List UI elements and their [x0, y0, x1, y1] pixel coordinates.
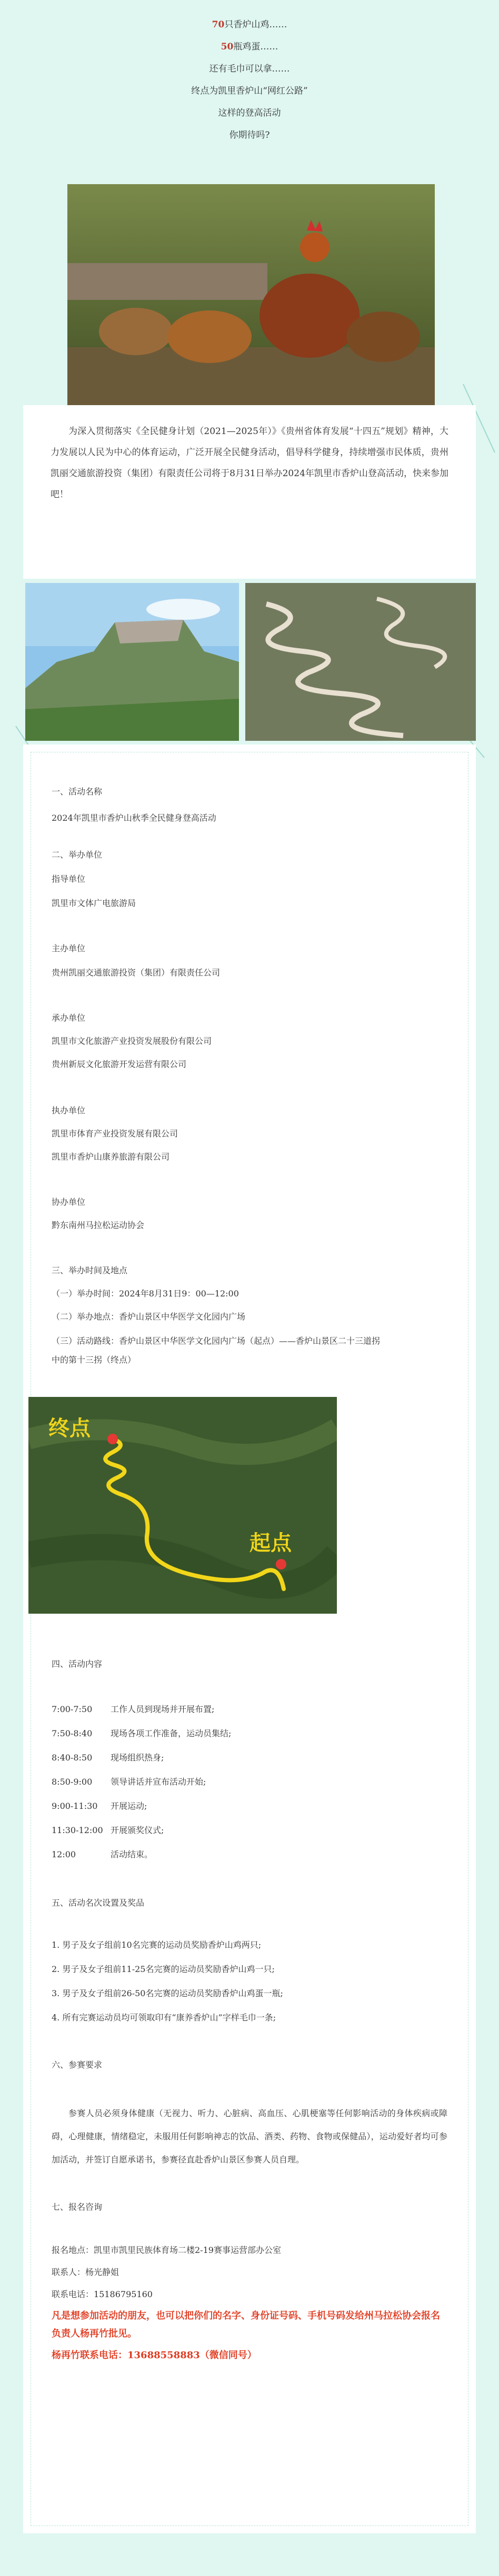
section-title: 四、活动内容: [52, 1659, 103, 1669]
signup-notice: 凡是想参加活动的朋友，也可以把你们的名字、身份证号码、手机号码发给州马拉松协会报名负责人杨再竹批见。: [52, 2310, 440, 2339]
schedule-row: 11:30-12:00 开展颁奖仪式;: [52, 1825, 164, 1835]
contact-person: 联系人：杨光静姐: [52, 2267, 119, 2277]
section-title: 五、活动名次设置及奖品: [52, 1898, 145, 1908]
event-time: （一）举办时间：2024年8月31日9：00—12:00: [52, 1289, 239, 1299]
event-place: （二）举办地点：香炉山景区中华医学文化园内广场: [52, 1312, 246, 1322]
route-map: [28, 1397, 337, 1614]
section-title: 一、活动名称: [52, 787, 103, 797]
intro-block: [0, 0, 499, 179]
intro-paragraph: 为深入贯彻落实《全民健身计划（2021—2025年）》《贵州省体育发展“十四五”规划》精神，大力发展以人民为中心的体育运动，广泛开展全民健身活动，倡导科学健身，持续增强市民体质，贵州凯丽交通旅游投资（集团）有限责任公司将于8月31日举办2024年凯里市香炉山登高活动，快来参加吧！: [51, 426, 448, 500]
undertake-value: 贵州新辰文化旅游开发运营有限公司: [52, 1059, 187, 1069]
section-title: 七、报名咨询: [52, 2202, 103, 2212]
intro-line: 终点为凯里香炉山“网红公路”: [191, 86, 308, 96]
host-value: 贵州凯丽交通旅游投资（集团）有限责任公司: [52, 968, 221, 978]
intro-paragraph-panel: [23, 405, 476, 579]
intro-line: 50瓶鸡蛋……: [221, 42, 278, 52]
schedule-row: 8:40-8:50 现场组织热身;: [52, 1753, 164, 1763]
intro-line: 70只香炉山鸡……: [212, 19, 287, 30]
event-route: 中的第十三拐（终点）: [52, 1355, 136, 1365]
award-item: 3. 男子及女子组前26-50名完赛的运动员奖励香炉山鸡蛋一瓶;: [52, 1988, 283, 1998]
section-title: 二、举办单位: [52, 850, 103, 860]
hotline: 杨再竹联系电话：13688558883（微信同号）: [52, 2350, 257, 2361]
section-title: 三、举办时间及地点: [52, 1265, 128, 1275]
assist-label: 协办单位: [52, 1197, 86, 1207]
schedule-row: 8:50-9:00 领导讲话并宣布活动开始;: [52, 1777, 206, 1787]
map-start-label: 起点: [249, 1531, 292, 1555]
schedule-row: 9:00-11:30 开展运动;: [52, 1801, 147, 1811]
host-label: 主办单位: [52, 943, 86, 953]
exec-label: 执办单位: [52, 1105, 86, 1115]
section-title: 六、参赛要求: [52, 2060, 103, 2070]
contact-phone: 联系电话：15186795160: [52, 2289, 153, 2299]
assist-value: 黔东南州马拉松运动协会: [52, 1220, 145, 1230]
undertake-label: 承办单位: [52, 1013, 86, 1023]
guide-label: 指导单位: [52, 874, 86, 884]
map-end-label: 终点: [48, 1416, 91, 1441]
award-item: 1. 男子及女子组前10名完赛的运动员奖励香炉山鸡两只;: [52, 1940, 262, 1950]
guide-value: 凯里市文体广电旅游局: [52, 898, 136, 908]
exec-value: 凯里市体育产业投资发展有限公司: [52, 1129, 178, 1139]
exec-value: 凯里市香炉山康养旅游有限公司: [52, 1152, 170, 1162]
event-name: 2024年凯里市香炉山秋季全民健身登高活动: [52, 813, 216, 823]
award-item: 2. 男子及女子组前11-25名完赛的运动员奖励香炉山鸡一只;: [52, 1964, 275, 1974]
mountain-photo: [25, 583, 239, 741]
event-route: （三）活动路线：香炉山景区中华医学文化园内广场（起点）——香炉山景区二十三道拐: [52, 1336, 381, 1346]
undertake-value: 凯里市文化旅游产业投资发展股份有限公司: [52, 1036, 212, 1046]
schedule-row: 7:00-7:50 工作人员到现场并开展布置;: [52, 1704, 215, 1714]
chicken-photo: [67, 184, 435, 421]
award-item: 4. 所有完赛运动员均可领取印有“康养香炉山”字样毛巾一条;: [52, 2012, 276, 2022]
schedule-row: 12:00 活动结束。: [52, 1849, 153, 1859]
intro-line: 还有毛巾可以拿……: [209, 64, 290, 74]
schedule-row: 7:50-8:40 现场各项工作准备，运动员集结;: [52, 1728, 232, 1738]
intro-line: 这样的登高活动: [218, 108, 281, 118]
event-details-panel: [23, 744, 476, 2533]
signup-address: 报名地点：凯里市凯里民族体育场二楼2-19赛事运营部办公室: [52, 2245, 281, 2255]
intro-line: 你期待吗?: [229, 130, 270, 140]
requirement-text: 参赛人员必须身体健康（无视力、听力、心脏病、高血压、心肌梗塞等任何影响活动的身体疾病或障碍，心理健康，情绪稳定，未服用任何影响神志的饮品、酒类、药物、食物或保健品），运动爱好者均可参加活动，并签订自愿承诺书，参赛径直赴香炉山景区参赛人员自理。: [52, 2108, 447, 2165]
winding-road-photo: [245, 583, 476, 741]
